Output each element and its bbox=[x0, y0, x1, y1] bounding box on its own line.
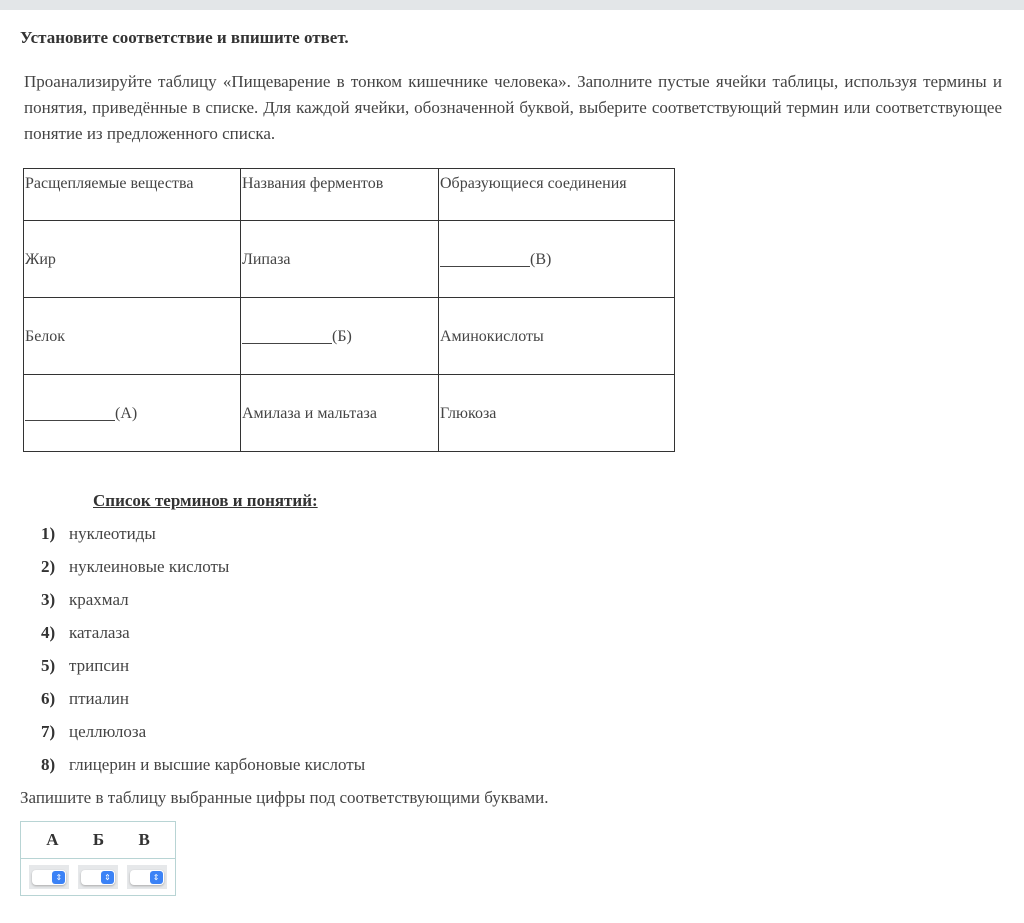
item-number: 8) bbox=[41, 755, 56, 774]
list-item bbox=[41, 588, 365, 621]
cell: Амилаза и мальтаза bbox=[241, 375, 439, 452]
digestion-table bbox=[23, 168, 675, 452]
list-title: Список терминов и понятий: bbox=[93, 491, 318, 510]
item-text: трипсин bbox=[69, 656, 130, 675]
item-text: крахмал bbox=[69, 590, 129, 609]
cell: Липаза bbox=[241, 221, 439, 298]
item-number: 3) bbox=[41, 590, 56, 609]
item-number: 7) bbox=[41, 722, 56, 741]
header-cell: Расщепляемые вещества bbox=[24, 169, 241, 221]
list-item bbox=[41, 522, 365, 555]
item-number: 6) bbox=[41, 689, 56, 708]
item-number: 5) bbox=[41, 656, 56, 675]
blank-cell-a bbox=[24, 375, 241, 452]
list-item bbox=[41, 687, 365, 720]
item-number: 4) bbox=[41, 623, 56, 642]
cell-label: (А) bbox=[115, 404, 138, 422]
item-text: нуклеиновые кислоты bbox=[69, 557, 230, 576]
item-text: птиалин bbox=[69, 689, 129, 708]
task-intro: Проанализируйте таблицу «Пищеварение в тонком кишечнике человека». Заполните пустые ячейки таблицы, используя термины и понятия, приведённые в списке. Для каждой ячейки, обозначенной буквой, выберите соответствующий термин или соответствующее понятие из предложенного списка. bbox=[24, 72, 1002, 143]
cell-label: (В) bbox=[530, 250, 552, 268]
answer-select-b[interactable] bbox=[78, 865, 118, 889]
cell: Жир bbox=[24, 221, 241, 298]
select-arrows-icon: ⇕ bbox=[52, 871, 65, 884]
answer-letter-b: Б bbox=[92, 830, 105, 849]
cell-label: (Б) bbox=[332, 327, 352, 345]
cell: Аминокислоты bbox=[439, 298, 675, 375]
terms-list bbox=[41, 522, 365, 786]
answer-select-v[interactable] bbox=[127, 865, 167, 889]
item-text: глицерин и высшие карбоновые кислоты bbox=[69, 755, 366, 774]
answer-select-a[interactable] bbox=[29, 865, 69, 889]
item-text: нуклеотиды bbox=[69, 524, 156, 543]
select-arrows-icon: ⇕ bbox=[150, 871, 163, 884]
item-text: каталаза bbox=[69, 623, 130, 642]
item-number: 1) bbox=[41, 524, 56, 543]
top-bar bbox=[0, 0, 1024, 10]
header-cell: Названия ферментов bbox=[241, 169, 439, 221]
instruction-note: Запишите в таблицу выбранные цифры под соответствующими буквами. bbox=[20, 788, 549, 807]
answer-table bbox=[20, 821, 176, 896]
item-text: целлюлоза bbox=[69, 722, 147, 741]
cell: Глюкоза bbox=[439, 375, 675, 452]
list-item bbox=[41, 621, 365, 654]
select-arrows-icon: ⇕ bbox=[101, 871, 114, 884]
list-item bbox=[41, 720, 365, 753]
header-cell: Образующиеся соединения bbox=[439, 169, 675, 221]
blank-cell-v bbox=[439, 221, 675, 298]
cell: Белок bbox=[24, 298, 241, 375]
task-title: Установите соответствие и впишите ответ. bbox=[20, 28, 349, 47]
item-number: 2) bbox=[41, 557, 56, 576]
list-item bbox=[41, 753, 365, 786]
answer-letter-a: А bbox=[46, 830, 59, 849]
list-item bbox=[41, 654, 365, 687]
list-item bbox=[41, 555, 365, 588]
blank-cell-b bbox=[241, 298, 439, 375]
answer-letter-v: В bbox=[138, 830, 150, 849]
